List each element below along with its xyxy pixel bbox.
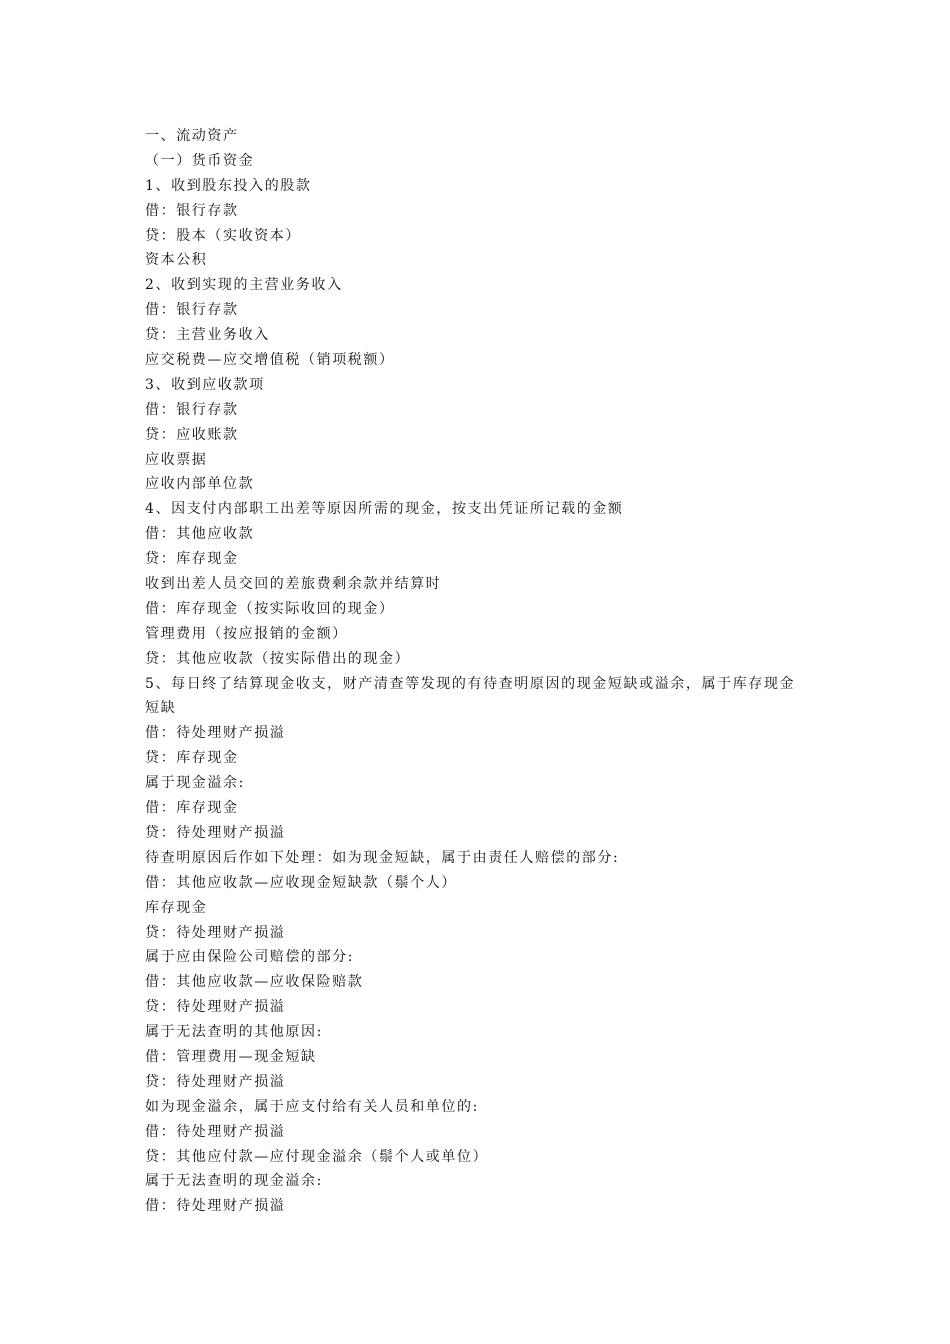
text-line: 借：库存现金 [145, 800, 239, 817]
text-line: 借：待处理财产损溢 [145, 1198, 286, 1215]
text-line: 4、因支付内部职工出差等原因所需的现金，按支出凭证所记载的金额 [145, 501, 624, 518]
text-line: 贷：应收账款 [145, 426, 239, 443]
text-line: 短缺 [145, 700, 177, 717]
text-line: 贷：股本（实收资本） [145, 227, 301, 244]
text-line: 收到出差人员交回的差旅费剩余款并结算时 [145, 576, 442, 593]
text-line: 借：银行存款 [145, 401, 239, 418]
text-line: 5、每日终了结算现金收支，财产清查等发现的有待查明原因的现金短缺或溢余，属于库存现金 [145, 675, 796, 692]
text-line: 借：待处理财产损溢 [145, 1123, 286, 1140]
text-line: 借：其他应收款—应收现金短缺款（鬃个人） [145, 874, 457, 891]
text-line: 借：库存现金（按实际收回的现金） [145, 600, 395, 617]
text-line: 管理费用（按应报销的金额） [145, 625, 348, 642]
text-line: 借：其他应收款—应收保险赔款 [145, 974, 364, 991]
text-line: 贷：库存现金 [145, 551, 239, 568]
text-line: 贷：其他应付款—应付现金溢余（鬃个人或单位） [145, 1148, 489, 1165]
text-line: 应收内部单位款 [145, 476, 255, 493]
text-line: 借：管理费用—现金短缺 [145, 1048, 317, 1065]
document-body [145, 124, 825, 1219]
text-line: 贷：库存现金 [145, 750, 239, 767]
text-line: 借：其他应收款 [145, 526, 255, 543]
text-line: 贷：其他应收款（按实际借出的现金） [145, 650, 411, 667]
text-line: 借：银行存款 [145, 302, 239, 319]
text-line: 待查明原因后作如下处理：如为现金短缺，属于由责任人赔偿的部分: [145, 849, 620, 866]
text-line: 借：银行存款 [145, 202, 239, 219]
text-line: 贷：待处理财产损溢 [145, 999, 286, 1016]
text-line: 如为现金溢余，属于应支付给有关人员和单位的: [145, 1098, 479, 1115]
text-line: 借：待处理财产损溢 [145, 725, 286, 742]
text-line: 资本公积 [145, 252, 208, 269]
text-line: 2、收到实现的主营业务收入 [145, 277, 343, 294]
text-line: 属于无法查明的现金溢余: [145, 1173, 323, 1190]
text-line: 贷：待处理财产损溢 [145, 1073, 286, 1090]
text-line: 应收票据 [145, 451, 208, 468]
text-line: 库存现金 [145, 899, 208, 916]
text-line: 1、收到股东投入的股款 [145, 177, 312, 194]
text-line: 贷：待处理财产损溢 [145, 824, 286, 841]
text-line: 贷：待处理财产损溢 [145, 924, 286, 941]
text-line: 应交税费—应交增值税（销项税额） [145, 352, 395, 369]
text-line: 属于无法查明的其他原因: [145, 1024, 323, 1041]
text-line: 属于现金溢余: [145, 775, 245, 792]
text-line: （一）货币资金 [145, 152, 255, 169]
text-line: 属于应由保险公司赔偿的部分: [145, 949, 355, 966]
text-line: 3、收到应收款项 [145, 376, 265, 393]
text-line: 一、流动资产 [145, 128, 239, 144]
text-line: 贷：主营业务收入 [145, 327, 270, 344]
